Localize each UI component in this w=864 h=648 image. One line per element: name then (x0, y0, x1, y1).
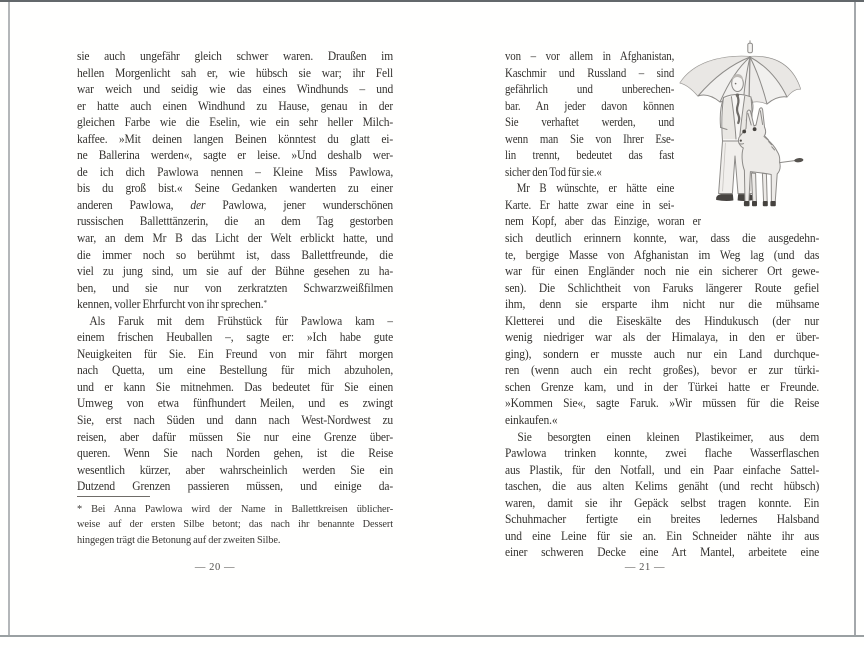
text-line: nach Quetta, um eine Bestellung für mich abzuholen, (77, 363, 394, 378)
text-line: einkaufen.« (505, 413, 558, 428)
page-number-left: — 20 — (194, 562, 236, 573)
text-line: von – vor allem in Afghanistan, (505, 49, 675, 63)
text-line: anderen Pawlowa, der Pawlowa, jener wunderschönen (77, 197, 394, 212)
text-line: die immer noch so berühmt ist, dass Ballettfreunde, die (77, 247, 394, 262)
text-line: wenig niedriger war als der Himalaya, in den er über- (505, 330, 820, 345)
text-line: Pawlowa trinken konnte, zwei flache Wasserflaschen (505, 446, 820, 461)
text-line: war weich und seidig wie das eines Windhunds – und (77, 82, 394, 97)
page-number-right: — 21 — (624, 562, 666, 573)
text-line: Neuigkeiten für Sie. Ein Freund von mir fährt morgen (77, 346, 394, 361)
text-line: reisen, aber dafür müssen Sie nur eine Grenze über- (77, 429, 394, 444)
text-line: hingegen trägt die Betonung auf der zweiten Silbe. (77, 533, 281, 546)
text-line: Umweg von etwa fünfhundert Meilen, und es zwingt (77, 396, 394, 411)
text-line: de ich dich Pawlowa nennen – Kleine Miss Pawlowa, (77, 164, 394, 179)
text-line: ging), sondern er musste auch nur ein Land durchque- (505, 346, 820, 361)
text-line: war für einen Engländer noch nie ein sicherer Ort gewe- (505, 264, 820, 279)
text-line: Kaschmir und Russland – sind (505, 65, 675, 80)
text-line: Dutzend Grenzen passieren müssen, und einige da- (77, 479, 394, 494)
left-page-text (77, 48, 409, 495)
text-line: schen Grenze kam, und in der Türkei hatte er Freunde. (505, 379, 820, 394)
text-line: er hatte auch einen Windhund zu Hause, genau in der (77, 98, 394, 113)
frame-left-edge (8, 2, 10, 635)
text-line: * Bei Anna Pawlowa wird der Name in Ballettkreisen üblicher- (77, 503, 394, 515)
text-line: und er kann Sie mitnehmen. Das bedeutet für Sie einen (77, 379, 394, 394)
text-line: sen). Die Schlichtheit von Faruks längerer Route gefiel (505, 280, 820, 295)
text-line: sich deutlich erinnern konnte, war, dass die ausgedehn- (505, 231, 820, 246)
text-line: waren, damit sie ihr Gepäck selbst tragen konnte. Ein (505, 495, 820, 510)
text-line: war, an dem Mr B das Licht der Welt erblickt hatte, und (77, 231, 394, 246)
frame-right-edge (854, 2, 856, 635)
text-line: hellen Morgenlicht sah er, wie hübsch sie war; ihr Fell (77, 65, 394, 80)
frame-bottom-edge (0, 635, 864, 637)
text-line: gefährlich und unberechen- (505, 82, 675, 97)
text-line: queren. Wenn Sie nach Norden gehen, ist die Reise (77, 446, 394, 461)
text-line: taschen, die aus alten Kelims genäht (und recht hübsch) (505, 479, 820, 494)
text-line: viel zu jung sind, um sie auf der Bühne gesehen zu ha- (77, 264, 394, 279)
footnote-separator (77, 496, 150, 497)
text-line: wesentlich kürzer, aber wahrscheinlich werden Sie ein (77, 462, 394, 477)
text-line: kennen, voller Ehrfurcht von ihr sprechen.* (77, 297, 267, 312)
text-line: »Kommen Sie«, sagte Faruk. »Wir müssen für die Reise (505, 396, 820, 411)
text-line: ben, und sie nur von zerkratzten Schwarzweißfilmen (77, 280, 394, 295)
text-line: ren (wenn auch ein recht großes), bevor er zur türki- (505, 363, 820, 378)
text-line: ne Ballerina werden«, sagte er leise. »Und deshalb wer- (77, 148, 394, 163)
text-line: und eine Leine für sie an. Ein Schneider nähte ihr aus (505, 528, 820, 543)
text-line: gleichen Farbe wie die Eselin, wie ein sehr heller Milch- (77, 115, 394, 130)
text-line: sie auch ungefähr gleich schwer waren. Draußen im (77, 49, 394, 63)
text-line: Sie verhaftet werden, und (505, 115, 675, 130)
text-line: einem frischen Heuballen –, sagte er: »Ich habe gute (77, 330, 394, 345)
text-line: sicher den Tod für sie.« (505, 164, 602, 179)
text-line: Sie, erst nach Süden und dann nach West-Nordwest zu (77, 413, 394, 428)
text-line: Als Faruk mit dem Frühstück für Pawlowa kam – (89, 313, 394, 328)
text-line: Kletterei und die Eiseskälte des Hindukusch (der nur (505, 313, 820, 328)
frame-top-edge (0, 0, 864, 2)
text-line: weise auf der ersten Silbe betont; das nach ihr benannte Dessert (77, 518, 394, 531)
text-line: einer schweren Decke eine Art Mantel, arbeitete eine (505, 545, 820, 560)
text-line: bis du groß bist.« Seine Gedanken wanderten zu einer (77, 181, 394, 196)
text-line: ihm, denn sie ersparte ihm nicht nur die mühsame (505, 297, 820, 312)
text-line: aus Plastik, für den Notfall, und ein Paar einfache Sattel- (505, 462, 820, 477)
text-line: te, bergige Masse von Afghanistan im Weg lag (und das (505, 247, 820, 262)
text-line: Schuhmacher fertigte ein breites ledernes Halsband (505, 512, 820, 527)
text-line: Mr B wünschte, er hätte eine (516, 181, 675, 196)
text-line: bar. An jeder davon können (505, 98, 675, 113)
text-line: Karte. Er hatte zwar eine in sei- (505, 197, 675, 212)
text-line: nem Kopf, aber das Einzige, woran er (505, 214, 702, 229)
left-page-footnote (77, 502, 409, 548)
text-line: lin trennt, bedeutet das fast (505, 148, 675, 163)
text-line: wenn man Sie von Ihrer Ese- (505, 131, 675, 146)
text-line: russischen Balletttänzerin, die an dem Tag gestorben (77, 214, 394, 229)
text-line: kaffee. »Mit deinen langen Beinen könntest du glatt ei- (77, 131, 394, 146)
text-line: Sie besorgten einen kleinen Plastikeimer, aus dem (517, 429, 820, 444)
right-page-text (505, 48, 835, 561)
